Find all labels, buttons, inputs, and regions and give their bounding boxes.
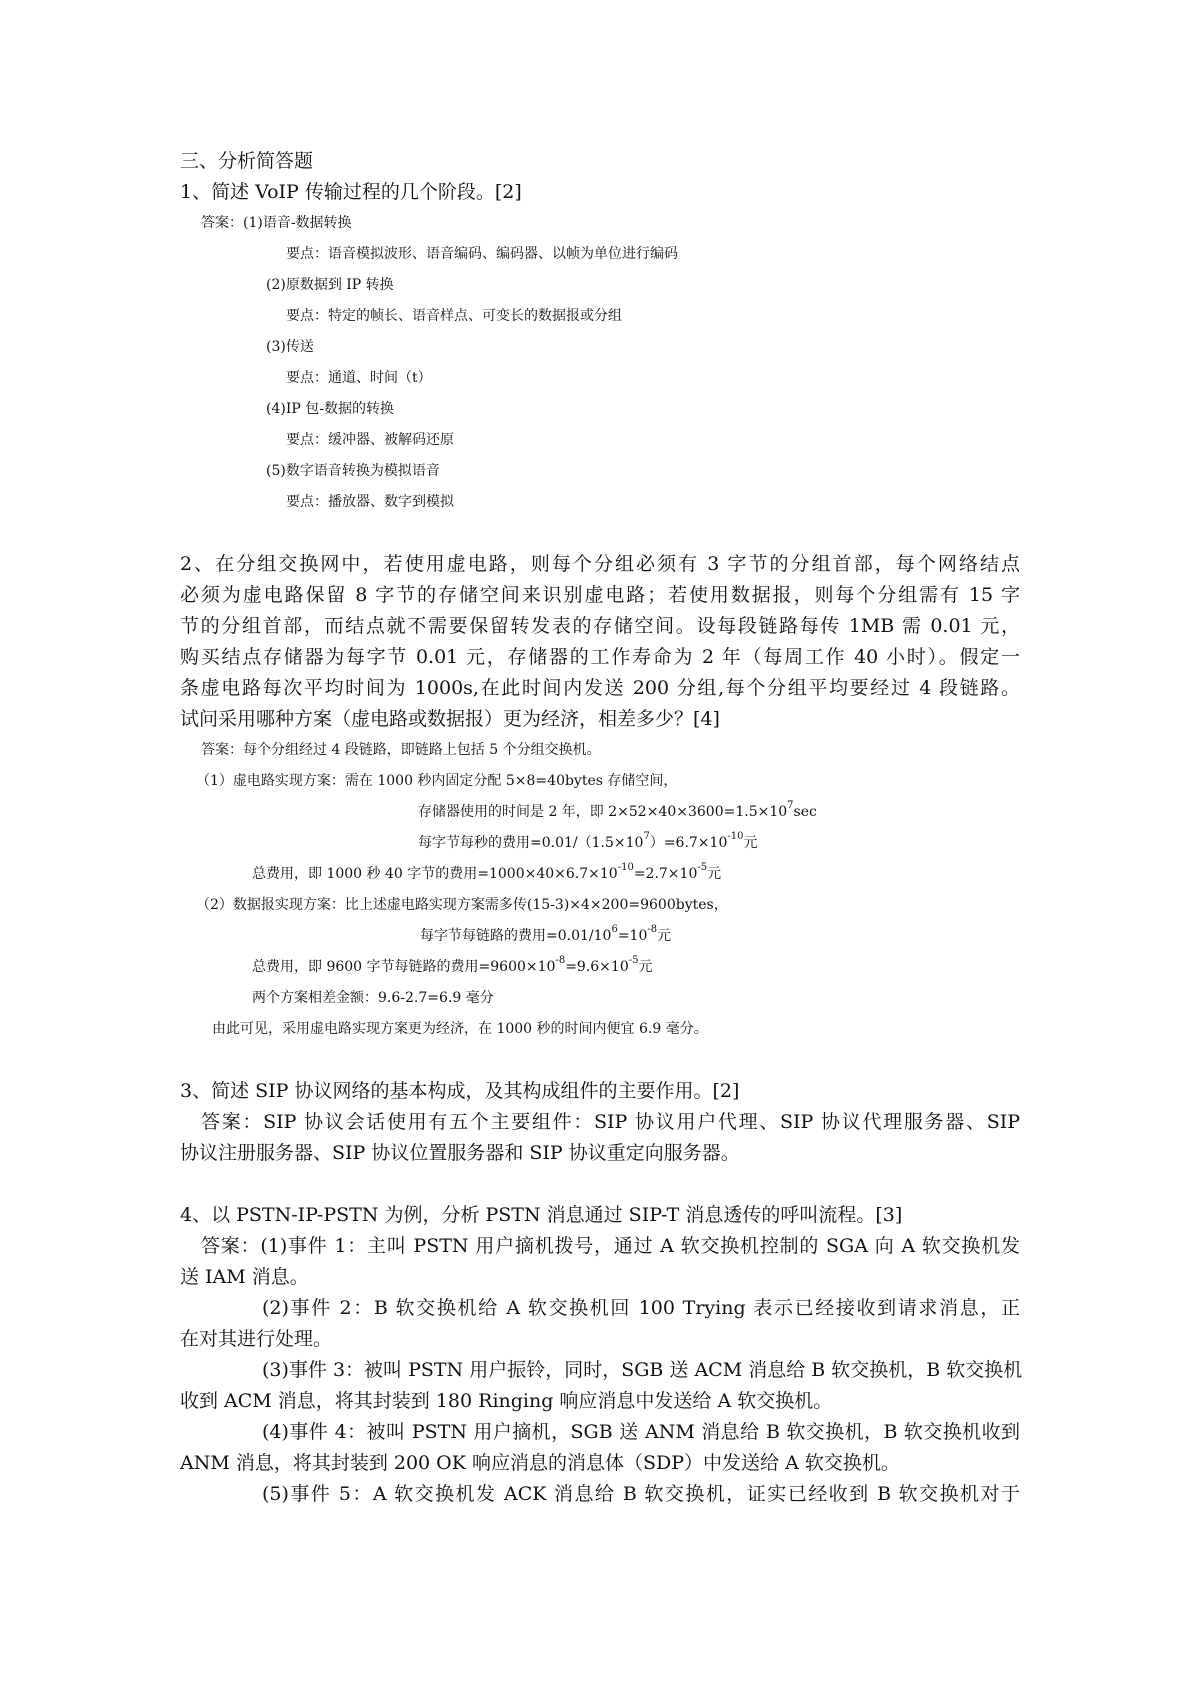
q2-vc-1: （1）虚电路实现方案：需在 1000 秒内固定分配 5×8=40bytes 存储空间， xyxy=(196,773,678,789)
q3-answer-2: 协议注册服务器、SIP 协议位置服务器和 SIP 协议重定向服务器。 xyxy=(180,1142,740,1164)
q2-dg-3-exp-1: -8 xyxy=(555,955,566,966)
q1-step-5: (5)数字语音转换为模拟语音 xyxy=(266,463,440,479)
q2-dg-2-text-b: =10 xyxy=(617,928,648,944)
q1-step-4: (4)IP 包-数据的转换 xyxy=(266,401,394,417)
q2-vc-3-text-a: 每字节每秒的费用=0.01/（1.5×10 xyxy=(418,835,644,851)
q2-line-1: 2、在分组交换网中，若使用虚电路，则每个分组必须有 3 字节的分组首部，每个网络结点 xyxy=(180,553,1020,575)
q2-dg-1: （2）数据报实现方案：比上述虚电路实现方案需多传(15-3)×4×200=9600bytes， xyxy=(196,897,728,913)
q2-vc-3-exp-1: 7 xyxy=(643,831,650,842)
q2-conclusion: 由此可见，采用虚电路实现方案更为经济，在 1000 秒的时间内便宜 6.9 毫分。 xyxy=(212,1021,708,1037)
q4-event-3-a: (3)事件 3：被叫 PSTN 用户振铃，同时，SGB 送 ACM 消息给 B 软交换机，B 软交换机 xyxy=(262,1359,1023,1381)
q2-vc-4-exp-2: -5 xyxy=(697,862,708,873)
q2-dg-3-text-b: =9.6×10 xyxy=(565,959,629,975)
q2-vc-2-unit: sec xyxy=(793,804,817,820)
q2-difference: 两个方案相差金额：9.6-2.7=6.9 毫分 xyxy=(252,990,494,1006)
q4-event-2-b: 在对其进行处理。 xyxy=(180,1328,333,1350)
q2-line-2: 必须为虚电路保留 8 字节的存储空间来识别虚电路；若使用数据报，则每个分组需有 15 字 xyxy=(180,584,1020,606)
q2-vc-4-text-a: 总费用，即 1000 秒 40 字节的费用=1000×40×6.7×10 xyxy=(252,866,618,882)
q4-event-1-b: 送 IAM 消息。 xyxy=(180,1266,309,1288)
q1-step-2: (2)原数据到 IP 转换 xyxy=(266,277,394,293)
q1-key-3: 要点：通道、时间（t） xyxy=(286,370,432,386)
q2-vc-4-text-b: =2.7×10 xyxy=(633,866,698,882)
q2-vc-4-exp-1: -10 xyxy=(617,862,634,873)
q1-key-4: 要点：缓冲器、被解码还原 xyxy=(286,432,454,448)
q3-question: 3、简述 SIP 协议网络的基本构成，及其构成组件的主要作用。[2] xyxy=(180,1080,740,1102)
q1-key-2: 要点：特定的帧长、语音样点、可变长的数据报或分组 xyxy=(286,308,622,324)
q2-dg-2-exp-2: -8 xyxy=(647,924,658,935)
q4-event-2-a: (2)事件 2：B 软交换机给 A 软交换机回 100 Trying 表示已经接收到请求消息，正 xyxy=(262,1297,1020,1319)
q2-line-4: 购买结点存储器为每字节 0.01 元，存储器的工作寿命为 2 年（每周工作 40 小时）。假定一 xyxy=(180,646,1020,668)
q3-answer-1: 答案：SIP 协议会话使用有五个主要组件：SIP 协议用户代理、SIP 协议代理服务器、SIP xyxy=(201,1111,1020,1133)
q2-dg-3-exp-2: -5 xyxy=(628,955,639,966)
q2-vc-4 xyxy=(252,859,1092,890)
q4-event-4-a: (4)事件 4：被叫 PSTN 用户摘机，SGB 送 ANM 消息给 B 软交换机，B 软交换机收到 xyxy=(262,1421,1020,1443)
q1-key-1: 要点：语音模拟波形、语音编码、编码器、以帧为单位进行编码 xyxy=(286,246,678,262)
q2-answer-intro: 答案：每个分组经过 4 段链路，即链路上包括 5 个分组交换机。 xyxy=(201,742,601,758)
q2-dg-2 xyxy=(420,921,1191,952)
q4-event-4-b: ANM 消息，将其封装到 200 OK 响应消息的消息体（SDP）中发送给 A 软交换机。 xyxy=(180,1452,900,1474)
q2-dg-3-text-a: 总费用，即 9600 字节每链路的费用=9600×10 xyxy=(252,959,556,975)
q2-vc-3-text-b: ）=6.7×10 xyxy=(649,835,728,851)
q2-vc-2-exp: 7 xyxy=(787,800,794,811)
q1-answer-intro: 答案：(1)语音-数据转换 xyxy=(201,215,352,231)
section-title: 三、分析简答题 xyxy=(180,150,314,172)
q2-line-6: 试问采用哪种方案（虚电路或数据报）更为经济，相差多少？[4] xyxy=(180,708,720,730)
q4-question: 4、以 PSTN-IP-PSTN 为例，分析 PSTN 消息通过 SIP-T 消息透传的呼叫流程。[3] xyxy=(180,1204,903,1226)
q2-dg-3 xyxy=(252,952,1092,983)
q2-vc-4-unit: 元 xyxy=(707,866,722,882)
q2-line-5: 条虚电路每次平均时间为 1000s,在此时间内发送 200 分组,每个分组平均要经过 4 段链路。 xyxy=(180,677,1020,699)
q2-vc-3-unit: 元 xyxy=(743,835,758,851)
q2-line-3: 节的分组首部，而结点就不需要保留转发表的存储空间。设每段链路每传 1MB 需 0.01 元， xyxy=(180,615,1020,637)
q2-vc-3-exp-2: -10 xyxy=(727,831,744,842)
q4-event-5-a: (5)事件 5：A 软交换机发 ACK 消息给 B 软交换机，证实已经收到 B 软交换机对于 xyxy=(262,1483,1020,1505)
q2-dg-2-text-a: 每字节每链路的费用=0.01/10 xyxy=(420,928,612,944)
q1-question: 1、简述 VoIP 传输过程的几个阶段。[2] xyxy=(180,181,522,203)
q2-dg-2-exp-1: 6 xyxy=(611,924,618,935)
q4-event-1-a: 答案：(1)事件 1：主叫 PSTN 用户摘机拨号，通过 A 软交换机控制的 SGA 向 A 软交换机发 xyxy=(201,1235,1020,1257)
q1-key-5: 要点：播放器、数字到模拟 xyxy=(286,494,454,510)
q2-dg-3-unit: 元 xyxy=(638,959,653,975)
q2-vc-2-text: 存储器使用的时间是 2 年，即 2×52×40×3600=1.5×10 xyxy=(418,804,788,820)
q2-dg-2-unit: 元 xyxy=(657,928,672,944)
q4-event-3-b: 收到 ACM 消息，将其封装到 180 Ringing 响应消息中发送给 A 软交换机。 xyxy=(180,1390,833,1412)
q2-vc-2 xyxy=(418,797,1191,828)
q1-step-3: (3)传送 xyxy=(266,339,314,355)
q2-vc-3 xyxy=(418,828,1191,859)
